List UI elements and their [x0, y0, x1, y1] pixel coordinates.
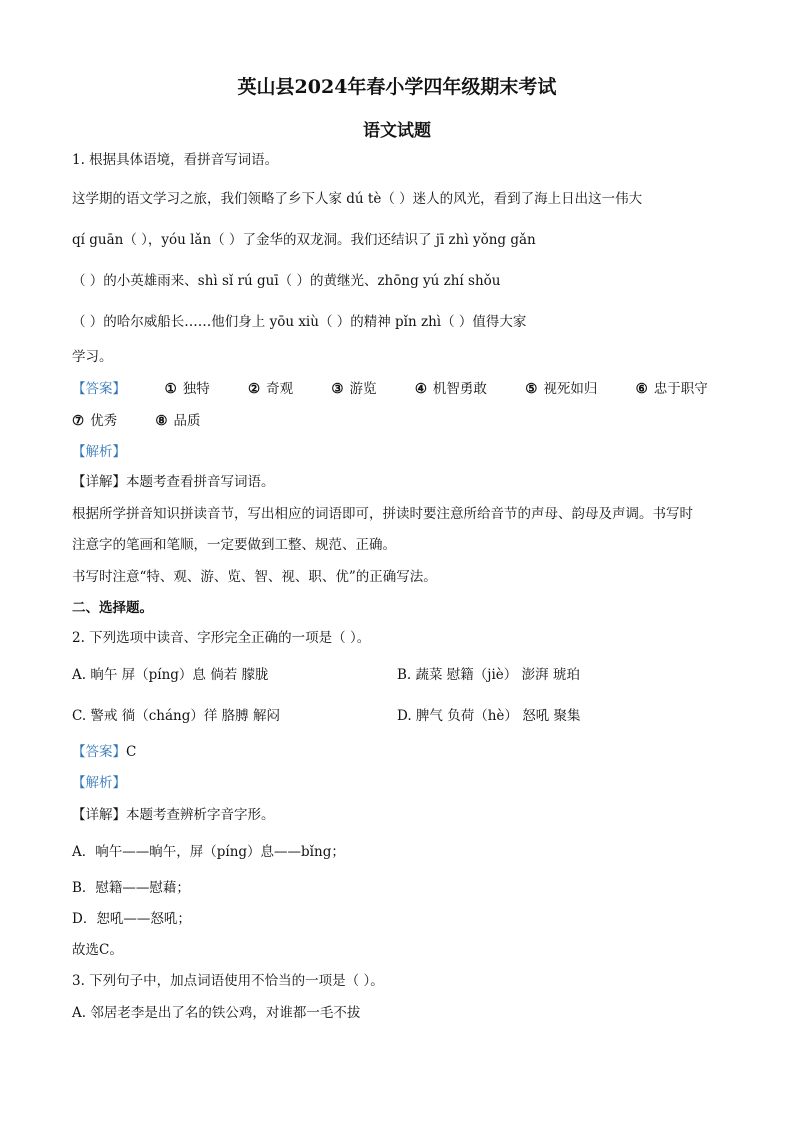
- answer-label: 【答案】: [72, 744, 126, 760]
- question-3-option-a: A. 邻居老李是出了名的铁公鸡，对谁都一毛不拔: [72, 1005, 361, 1021]
- question-1-detail-3: 注意字的笔画和笔顺，一定要做到工整、规范、正确。: [72, 537, 396, 553]
- option-d: D. 脾气 负荷（hè） 怒吼 聚集: [397, 708, 581, 724]
- question-1-stem: 1. 根据具体语境，看拼音写词语。: [72, 152, 279, 168]
- question-1-answer-row-2: [72, 412, 235, 430]
- question-1-detail-2: 根据所学拼音知识拼读音节，写出相应的词语即可，拼读时要注意所给音节的声母、韵母及声调。书写时: [72, 506, 693, 522]
- answer-item: ① 独特: [164, 381, 210, 397]
- question-1-detail: 【详解】本题考查看拼音写词语。: [72, 474, 275, 490]
- answer-item: ③ 游览: [331, 381, 377, 397]
- question-3-stem: 3. 下列句子中，加点词语使用不恰当的一项是（ ）。: [72, 973, 384, 989]
- question-1-answer-row-1: [72, 380, 708, 398]
- answer-item: ④ 机智勇敢: [414, 381, 487, 397]
- question-2-explain-d: D．恕吼——怒吼；: [72, 911, 191, 927]
- question-2-explain-a: A．响午——晌午，屏（píng）息——bǐng；: [72, 844, 345, 860]
- question-1-line-1: 这学期的语文学习之旅，我们领略了乡下人家 dú tè（ ）迷人的风光，看到了海上日出这一伟大: [72, 191, 643, 207]
- question-1-line-3: （ ）的小英雄雨来、shì sǐ rú guī（ ）的黄继光、zhōng yú zhí shǒu: [72, 273, 501, 289]
- question-1-detail-4: 书写时注意“特、观、游、览、智、视、职、优”的正确写法。: [72, 569, 437, 585]
- question-1-line-2: qí guān（ ），yóu lǎn（ ）了金华的双龙洞。我们还结识了 jī zhì yǒng gǎn: [72, 232, 536, 248]
- answer-value: C: [126, 744, 137, 760]
- option-a: A. 晌午 屏（píng）息 倘若 朦胧: [72, 667, 269, 683]
- question-2-detail: 【详解】本题考查辨析字音字形。: [72, 807, 275, 823]
- question-2-stem: 2. 下列选项中读音、字形完全正确的一项是（ ）。: [72, 630, 371, 646]
- analysis-label: 【解析】: [72, 775, 126, 791]
- question-1-line-4: （ ）的哈尔威船长……他们身上 yōu xiù（ ）的精神 pǐn zhì（ ）值得大家: [72, 314, 527, 330]
- answer-item: ② 奇观: [248, 381, 294, 397]
- question-2-explain-b: B．慰籍——慰藉；: [72, 880, 190, 896]
- answer-item: ⑥ 忠于职守: [635, 381, 708, 397]
- question-2-conclusion: 故选C。: [72, 942, 123, 958]
- answer-item: ⑦ 优秀: [72, 413, 118, 429]
- answer-item: ⑧ 品质: [155, 413, 201, 429]
- question-2-answer: [72, 743, 136, 761]
- section-heading: 二、选择题。: [72, 600, 153, 616]
- analysis-label: 【解析】: [72, 444, 126, 460]
- question-1-line-5: 学习。: [72, 349, 113, 365]
- answer-item: ⑤ 视死如归: [525, 381, 598, 397]
- option-c: C. 警戒 徜（cháng）徉 胳膊 解闷: [72, 708, 280, 724]
- exam-subtitle: 语文试题: [363, 121, 431, 141]
- option-b: B. 蔬菜 慰籍（jiè） 澎湃 琥珀: [397, 667, 580, 683]
- answer-label: 【答案】: [72, 381, 126, 397]
- exam-title: 英山县2024年春小学四年级期末考试: [237, 76, 557, 98]
